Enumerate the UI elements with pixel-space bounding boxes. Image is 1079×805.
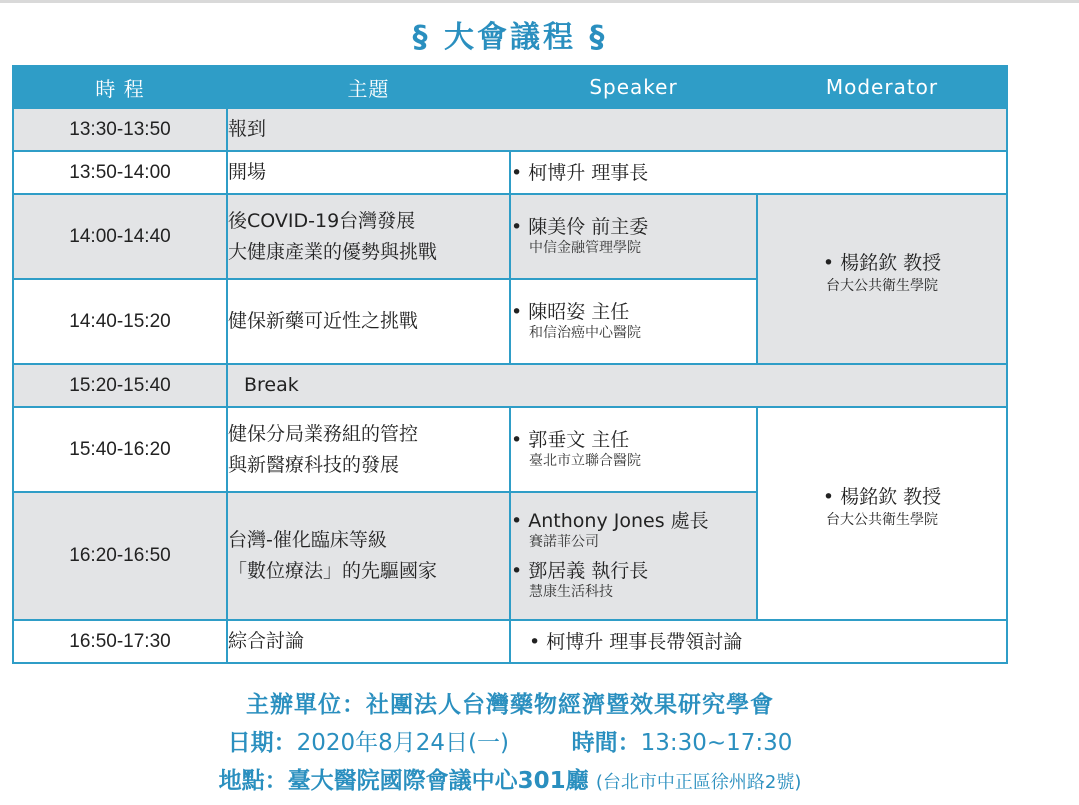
table-row [13,194,1007,279]
speaker-name: • 陳美伶 前主委 [511,215,649,238]
table-row [13,620,1007,663]
row-topic [227,407,510,492]
top-divider [0,0,1079,3]
agenda-table [12,65,1008,664]
row-topic [227,492,510,620]
speaker-org: 和信治癌中心醫院 [529,324,641,341]
row-topic: 報到 [227,108,1007,151]
table-row [13,108,1007,151]
row-time: 13:50-14:00 [13,151,227,194]
row-time: 14:00-14:40 [13,194,227,279]
topic-line: 大健康產業的優勢與挑戰 [228,240,438,263]
moderator-cell [757,407,1007,620]
moderator-name: • 楊銘欽 教授 [822,251,942,274]
speaker-name: • 陳昭姿 主任 [511,300,630,323]
topic-line: 後COVID-19台灣發展 [228,209,416,232]
moderator-name: • 楊銘欽 教授 [822,486,942,508]
speaker-name: • 郭垂文 主任 [511,428,630,451]
table-row [13,364,1007,407]
row-speaker [510,492,757,620]
table-header-row [13,66,1007,108]
date-label: 日期： [227,730,297,756]
organizer-line [0,686,1020,719]
row-topic: 綜合討論 [227,620,510,663]
speaker-org: 賽諾菲公司 [529,534,599,550]
row-time: 16:50-17:30 [13,620,227,663]
topic-line: 健保分局業務組的管控 [228,422,419,445]
row-time: 16:20-16:50 [13,492,227,620]
header-topic: 主題 [227,66,510,108]
row-speaker [510,279,757,364]
time-value: 13:30~17:30 [640,730,793,756]
moderator-cell [757,194,1007,364]
venue-line [0,762,1020,795]
row-topic: Break [227,364,1007,407]
organizer-name: 社團法人台灣藥物經濟暨效果研究學會 [366,692,774,718]
header-time: 時 程 [13,66,227,108]
header-moderator: Moderator [757,66,1007,108]
row-time: 14:40-15:20 [13,279,227,364]
venue-name: 臺大醫院國際會議中心301廳 [287,768,589,794]
row-topic: 健保新藥可近性之挑戰 [227,279,510,364]
date-value: 2020年8月24日(一) [296,730,509,756]
time-label: 時間： [571,730,641,756]
speaker-org: 慧康生活科技 [529,584,613,600]
header-speaker: Speaker [510,66,757,108]
row-speaker [510,407,757,492]
venue-address: (台北市中正區徐州路2號) [595,772,802,793]
row-speaker [510,194,757,279]
row-time: 15:20-15:40 [13,364,227,407]
speaker-name: • 柯博升 理事長帶領討論 [529,630,743,653]
speaker-name: • 鄧居義 執行長 [511,560,649,582]
table-row [13,151,1007,194]
moderator-org: 台大公共衛生學院 [826,512,938,528]
row-speaker [510,620,1007,663]
page-title: § 大會議程 § [412,20,608,55]
row-time: 15:40-16:20 [13,407,227,492]
row-topic: 開場 [227,151,510,194]
topic-line: 台灣-催化臨床等級 [228,529,387,551]
speaker-org: 臺北市立聯合醫院 [529,452,641,469]
topic-line: 「數位療法」的先驅國家 [228,560,438,582]
speaker-org: 中信金融管理學院 [529,239,641,256]
topic-line: 與新醫療科技的發展 [228,453,400,476]
moderator-org: 台大公共衛生學院 [826,277,938,294]
organizer-label: 主辦單位： [246,692,366,718]
table-row [13,407,1007,492]
row-topic [227,194,510,279]
speaker-name: • Anthony Jones 處長 [511,510,709,532]
date-time-line [0,724,1020,757]
row-time: 13:30-13:50 [13,108,227,151]
speaker-name: • 柯博升 理事長 [511,161,649,184]
row-speaker [510,151,1007,194]
venue-label: 地點： [218,768,288,794]
